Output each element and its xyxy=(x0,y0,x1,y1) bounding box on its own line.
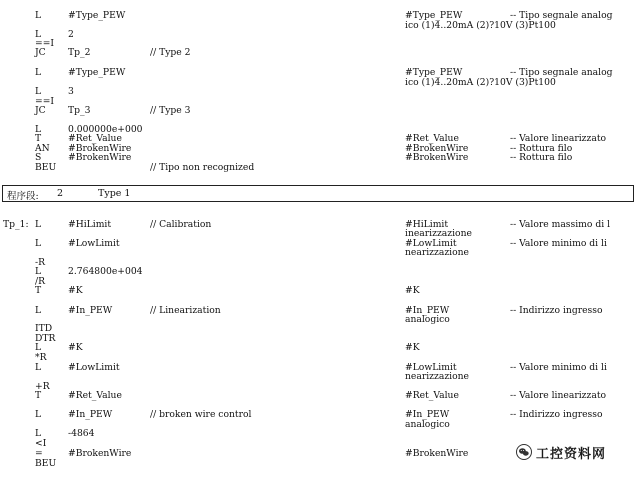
line-operand: Tp_2 xyxy=(68,47,91,58)
line-operand: 3 xyxy=(68,86,74,97)
line-operator: +R xyxy=(35,381,50,392)
line-operator: L xyxy=(35,238,42,249)
line-operator: /R xyxy=(35,276,46,287)
line-operand: #HiLimit xyxy=(68,219,112,230)
network-header[interactable] xyxy=(2,185,634,202)
line-label: Tp_1: xyxy=(3,219,29,230)
code-line[interactable] xyxy=(0,162,640,173)
line-operand: #K xyxy=(68,342,83,353)
line-operator: ==I xyxy=(35,38,55,49)
network-number: 2 xyxy=(57,188,64,199)
line-symbol: inearizzazione xyxy=(405,228,472,239)
line-symbol: #HiLimit xyxy=(405,219,449,230)
line-operator: DTR xyxy=(35,333,56,344)
line-symbol: nearizzazione xyxy=(405,371,469,382)
line-symbol: #K xyxy=(405,285,420,296)
line-comment: // Type 2 xyxy=(150,47,191,58)
network-title[interactable]: Type 1 xyxy=(98,188,131,199)
line-comment: // Linearization xyxy=(150,305,221,316)
line-operator: AN xyxy=(35,143,50,154)
line-symbol: #BrokenWire xyxy=(405,152,469,163)
line-comment: // Tipo non recognized xyxy=(150,162,255,173)
line-operand: #Type_PEW xyxy=(68,67,126,78)
line-operand: 2 xyxy=(68,29,74,40)
line-symbol: #In_PEW xyxy=(405,409,450,420)
line-symbol: #BrokenWire xyxy=(405,143,469,154)
line-operator: L xyxy=(35,10,42,21)
code-line[interactable] xyxy=(0,285,640,296)
code-line[interactable] xyxy=(0,105,640,116)
line-operand: #In_PEW xyxy=(68,305,113,316)
line-symbol: #Ret_Value xyxy=(405,390,459,401)
line-operator: ITD xyxy=(35,323,53,334)
line-symbol-comment: -- Valore minimo di li xyxy=(510,238,607,249)
line-symbol: #In_PEW xyxy=(405,305,450,316)
line-operand: #Ret_Value xyxy=(68,133,122,144)
line-operand: Tp_3 xyxy=(68,105,91,116)
line-operator: L xyxy=(35,86,42,97)
line-operator: L xyxy=(35,305,42,316)
line-operand: #LowLimit xyxy=(68,362,120,373)
line-symbol: #Type_PEW xyxy=(405,10,463,21)
watermark-text: 工控资料网 xyxy=(536,446,607,462)
line-operator: S xyxy=(35,152,42,163)
line-operator: = xyxy=(35,448,43,459)
line-symbol: ico (1)4..20mA (2)?10V (3)Pt100 xyxy=(405,20,556,31)
line-symbol: analogico xyxy=(405,419,450,430)
wechat-logo-icon xyxy=(516,444,532,460)
line-operator: *R xyxy=(35,352,47,363)
line-operand: -4864 xyxy=(68,428,95,439)
line-operator: ==I xyxy=(35,96,55,107)
line-operand: 0.000000e+000 xyxy=(68,124,143,135)
line-operator: L xyxy=(35,219,42,230)
line-symbol-comment: -- Rottura filo xyxy=(510,143,573,154)
line-symbol-comment: -- Indirizzo ingresso xyxy=(510,305,603,316)
line-symbol-comment: -- Rottura filo xyxy=(510,152,573,163)
line-operator: -R xyxy=(35,257,46,268)
line-operand: #BrokenWire xyxy=(68,448,132,459)
line-operator: T xyxy=(35,390,42,401)
line-symbol: nearizzazione xyxy=(405,247,469,258)
line-comment: // Type 3 xyxy=(150,105,191,116)
line-operator: L xyxy=(35,409,42,420)
line-symbol-comment: -- Valore linearizzato xyxy=(510,133,607,144)
network-label: 程序段: xyxy=(7,191,39,202)
line-operator: L xyxy=(35,362,42,373)
line-symbol: #BrokenWire xyxy=(405,448,469,459)
line-symbol-comment: -- Tipo segnale analog xyxy=(510,10,613,21)
line-symbol-comment: -- Indirizzo ingresso xyxy=(510,409,603,420)
line-operand: 2.764800e+004 xyxy=(68,266,143,277)
line-operator: L xyxy=(35,428,42,439)
line-operand: #K xyxy=(68,285,83,296)
line-operator: T xyxy=(35,285,42,296)
line-operand: #BrokenWire xyxy=(68,143,132,154)
line-operator: JC xyxy=(35,47,46,58)
line-comment: // broken wire control xyxy=(150,409,252,420)
line-operator: T xyxy=(35,133,42,144)
line-operand: #BrokenWire xyxy=(68,152,132,163)
line-operator: L xyxy=(35,342,42,353)
line-operand: #In_PEW xyxy=(68,409,113,420)
line-operand: #Type_PEW xyxy=(68,10,126,21)
line-symbol: #Ret_Value xyxy=(405,133,459,144)
line-symbol-comment: -- Valore linearizzato xyxy=(510,390,607,401)
line-comment: // Calibration xyxy=(150,219,212,230)
line-operator: BEU xyxy=(35,162,57,173)
line-symbol: ico (1)4..20mA (2)?10V (3)Pt100 xyxy=(405,77,556,88)
line-operand: #LowLimit xyxy=(68,238,120,249)
line-symbol-comment: -- Tipo segnale analog xyxy=(510,67,613,78)
line-symbol: analogico xyxy=(405,314,450,325)
code-line[interactable] xyxy=(0,390,640,401)
line-operand: #Ret_Value xyxy=(68,390,122,401)
line-operator: BEU xyxy=(35,458,57,469)
line-operator: JC xyxy=(35,105,46,116)
line-symbol: #K xyxy=(405,342,420,353)
line-symbol: #Type_PEW xyxy=(405,67,463,78)
line-symbol: #LowLimit xyxy=(405,238,457,249)
line-operator: L xyxy=(35,266,42,277)
line-operator: L xyxy=(35,29,42,40)
line-symbol: #LowLimit xyxy=(405,362,457,373)
line-symbol-comment: -- Valore massimo di l xyxy=(510,219,611,230)
line-operator: <I xyxy=(35,438,47,449)
watermark xyxy=(513,441,609,463)
code-line[interactable] xyxy=(0,47,640,58)
line-operator: L xyxy=(35,67,42,78)
line-operator: L xyxy=(35,124,42,135)
line-symbol-comment: -- Valore minimo di li xyxy=(510,362,607,373)
